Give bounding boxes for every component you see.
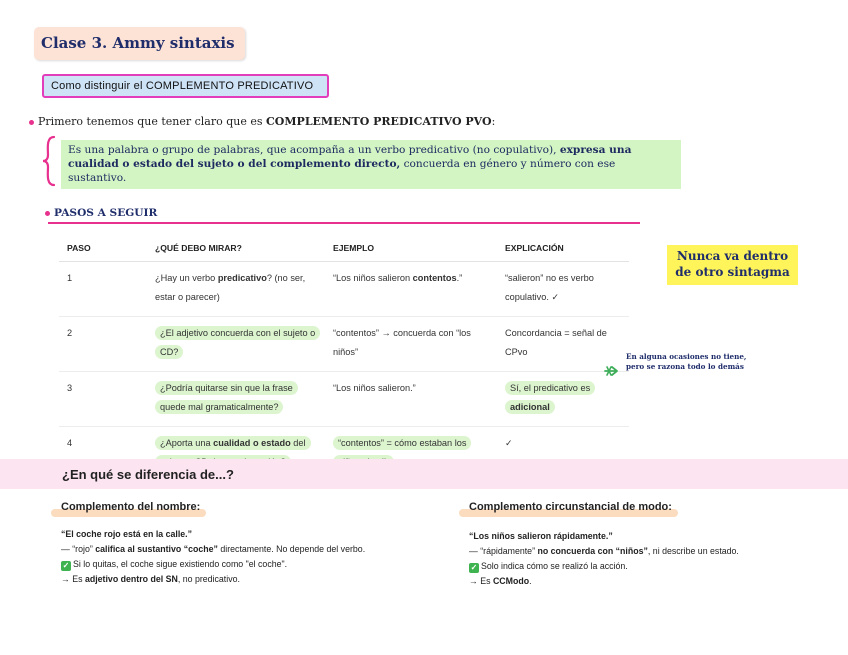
- line-bold: califica al sustantivo “coche”: [95, 544, 218, 554]
- cell-text: del: [293, 438, 306, 448]
- cell-bold: contentos: [412, 273, 457, 283]
- cell-text: “Los niños salieron: [333, 273, 413, 283]
- cell-mirar: [147, 317, 325, 372]
- cell-text: ? (no ser, estar o parecer): [155, 273, 306, 302]
- bullet-icon: [29, 120, 34, 125]
- side-note-line: pero se razona todo lo demás: [626, 362, 744, 371]
- table-row: [59, 317, 629, 372]
- highlighted-text: ¿Podría quitarse sin que la frase quede mal gramaticalmente?: [155, 381, 298, 414]
- intro-colon: :: [491, 115, 496, 128]
- line-text: — “rápidamente”: [469, 546, 538, 556]
- intro-bold: COMPLEMENTO PREDICATIVO PVO: [266, 115, 492, 128]
- page-title: Clase 3. Ammy sintaxis: [34, 27, 245, 60]
- line-text: → Es: [61, 574, 85, 584]
- cell-text: .”: [456, 273, 463, 283]
- cell-ejemplo: “contentos” → concuerda con “los niños”: [325, 317, 497, 372]
- bullet-icon: [45, 211, 50, 216]
- line-text: , no predicativo.: [177, 574, 240, 584]
- cell-explicacion: “salieron” no es verbo copulativo. ✓: [497, 262, 629, 317]
- cell-bold: adicional: [510, 402, 550, 412]
- line-text: → Es: [469, 576, 493, 586]
- cell-paso: 2: [59, 317, 147, 372]
- intro-text: Primero tenemos que tener claro que es: [38, 115, 267, 128]
- table-row: [59, 372, 629, 427]
- header-ejemplo: EJEMPLO: [325, 236, 497, 262]
- header-paso: PASO: [59, 236, 147, 262]
- pasos-heading-text: PASOS A SEGUIR: [54, 207, 158, 219]
- cell-bold: predicativo: [217, 273, 267, 283]
- right-section-heading: [469, 501, 672, 513]
- cell-mirar: [147, 372, 325, 427]
- pasos-heading: [45, 207, 157, 219]
- explanation-line: [61, 542, 431, 557]
- line-bold: no concuerda con “niños”: [537, 546, 648, 556]
- highlighted-text: [505, 381, 595, 414]
- right-section-body: [469, 529, 839, 589]
- cell-bold: cualidad o estado: [213, 438, 291, 448]
- explanation-line: [61, 572, 431, 587]
- cell-ejemplo: “Los niños salieron.”: [325, 372, 497, 427]
- cell-explicacion: [497, 372, 629, 427]
- line-text: .: [529, 576, 532, 586]
- cell-mirar: [147, 262, 325, 317]
- table-header-row: [59, 236, 629, 262]
- cell-text: ¿Hay un verbo: [155, 273, 218, 283]
- highlighted-text: ¿El adjetivo concuerda con el sujeto o CD?: [155, 326, 320, 359]
- explanation-line: [469, 559, 839, 574]
- heading-text: Complemento circunstancial de modo:: [469, 501, 672, 513]
- subtitle-box: Como distinguir el COMPLEMENTO PREDICATIVO: [42, 74, 329, 98]
- explanation-line: [61, 557, 431, 572]
- left-section-body: [61, 527, 431, 587]
- side-note-line: En alguna ocasiones no tiene,: [626, 352, 747, 361]
- line-text: Si lo quitas, el coche sigue existiendo como "el coche".: [73, 559, 288, 569]
- example-sentence: “El coche rojo está en la calle.”: [61, 529, 193, 539]
- intro-line: [29, 115, 495, 128]
- cell-text: Sí, el predicativo es: [510, 383, 591, 393]
- left-section-heading: [61, 501, 200, 513]
- definition-box: [61, 140, 681, 189]
- cell-ejemplo: [325, 262, 497, 317]
- yellow-note-line: Nunca va dentro: [676, 249, 789, 263]
- line-text: — “rojo”: [61, 544, 96, 554]
- header-mirar: ¿QUÉ DEBO MIRAR?: [147, 236, 325, 262]
- side-note: [626, 352, 746, 372]
- pasos-underline: [48, 222, 640, 224]
- difference-title: ¿En qué se diferencia de...?: [62, 467, 234, 482]
- yellow-note: [667, 245, 798, 285]
- definition-bold: expresa una cualidad o estado del sujeto o del complemento directo,: [68, 144, 632, 170]
- line-text: , ni describe un estado.: [647, 546, 739, 556]
- yellow-note-line: de otro sintagma: [675, 265, 790, 279]
- explanation-line: [469, 544, 839, 559]
- definition-text-end: concuerda en género y número con ese sustantivo.: [68, 158, 616, 184]
- line-text: Solo indica cómo se realizó la acción.: [481, 561, 628, 571]
- checkmark-icon: ✓: [62, 561, 70, 570]
- checkmark-icon: ✓: [470, 563, 478, 572]
- definition-text: Es una palabra o grupo de palabras, que acompaña a un verbo predicativo (no copulativo),: [68, 144, 560, 156]
- cell-explicacion: ✓: [505, 438, 513, 448]
- highlighted-text: “contentos” = cómo estaban los: [333, 436, 471, 469]
- table-row: [59, 262, 629, 317]
- cell-paso: 3: [59, 372, 147, 427]
- heading-text: Complemento del nombre:: [61, 501, 201, 513]
- example-sentence: “Los niños salieron rápidamente.”: [469, 531, 613, 541]
- cell-paso: 4: [67, 438, 73, 448]
- line-bold: adjetivo dentro del SN: [84, 574, 178, 584]
- explanation-line: [469, 574, 839, 589]
- cell-paso: 1: [59, 262, 147, 317]
- curly-brace-icon: [40, 135, 58, 187]
- line-bold: CCModo: [492, 576, 530, 586]
- header-explicacion: EXPLICACIÓN: [497, 236, 629, 262]
- pointer-arrow-icon: [603, 364, 619, 378]
- steps-table: [59, 236, 629, 481]
- line-text: directamente. No depende del verbo.: [217, 544, 366, 554]
- cell-text: ¿Aporta una: [160, 438, 214, 448]
- cell-explicacion: Concordancia = señal de CPvo: [497, 317, 629, 372]
